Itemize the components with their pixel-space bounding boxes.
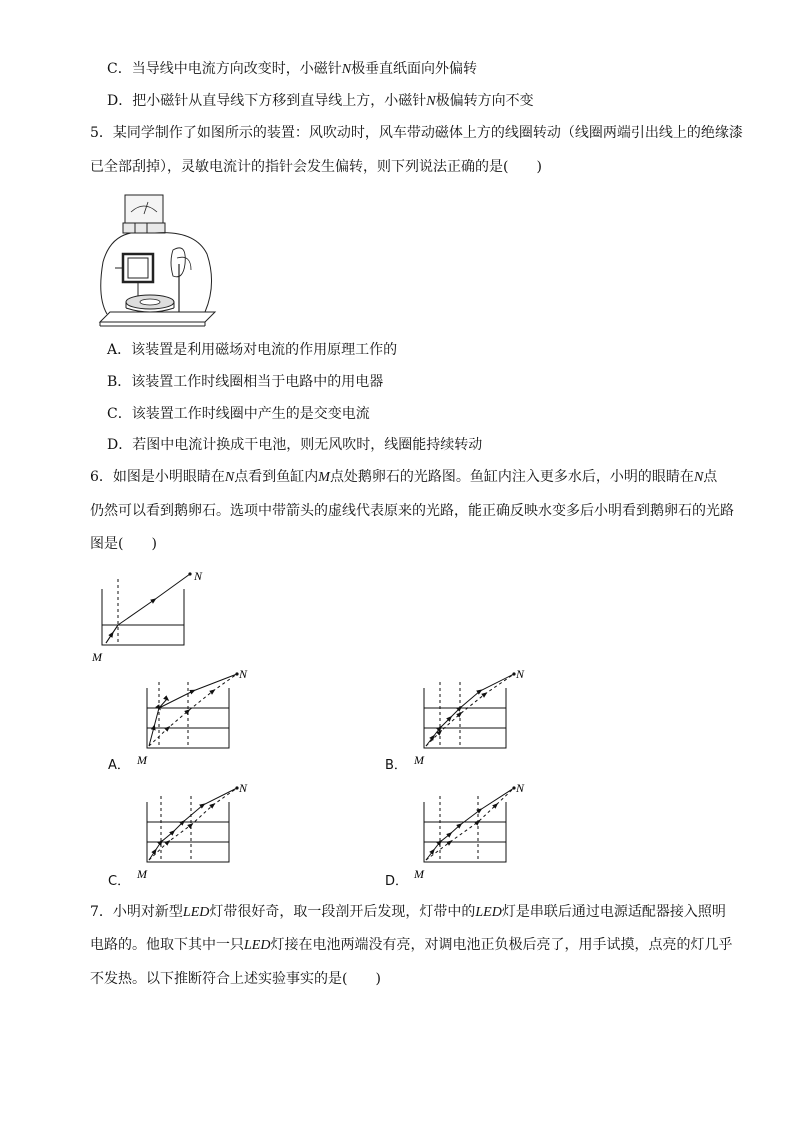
label-n: N [194,569,203,583]
q7-stem-line1: 7．小明对新型LED灯带很好奇，取一段剖开后发现，灯带中的LED灯是串联后通过电源适配器接入照明 [90,904,726,920]
q5-stem-line1: 5．某同学制作了如图所示的装置：风吹动时，风车带动磁体上方的线圈转动（线圈两端引出线上的绝缘漆 [90,125,743,141]
q6-stem-line1: 6．如图是小明眼睛在N点看到鱼缸内M点处鹅卵石的光路图。鱼缸内注入更多水后，小明的眼睛在N点 [90,469,718,485]
q6-option-d-label: D． [385,874,409,889]
q4-option-c: C．当导线中电流方向改变时，小磁针N极垂直纸面向外偏转 [107,61,478,77]
q5-option-a: A．该装置是利用磁场对电流的作用原理工作的 [107,342,398,358]
label-n: N [239,781,248,795]
q6-original-diagram [88,567,218,667]
q6-option-b-diagram [410,666,540,772]
q6-option-c-label: C． [108,874,131,889]
label-n: N [516,781,525,795]
q6-option-a-label: A． [108,758,130,773]
q7-stem-line3: 不发热。以下推断符合上述实验事实的是( ) [90,971,381,987]
label-n: N [516,667,525,681]
label-m: M [414,753,424,767]
q6-option-b-label: B． [385,758,407,773]
q6-stem-line2: 仍然可以看到鹅卵石。选项中带箭头的虚线代表原来的光路，能正确反映水变多后小明看到鹅卵石的光路 [90,503,734,519]
label-n: N [239,667,248,681]
q5-option-c: C．该装置工作时线圈中产生的是交变电流 [107,406,370,422]
q5-stem-line2: 已全部刮掉），灵敏电流计的指针会发生偏转，则下列说法正确的是( ) [90,159,542,175]
q5-wind-generator-figure [95,192,220,330]
label-m: M [414,867,424,881]
q6-option-c-diagram [133,780,263,886]
label-m: M [137,867,147,881]
q5-option-b: B．该装置工作时线圈相当于电路中的用电器 [107,374,384,390]
label-m: M [137,753,147,767]
q7-stem-line2: 电路的。他取下其中一只LED灯接在电池两端没有亮，对调电池正负极后亮了，用手试摸，点亮的灯几乎 [90,937,733,953]
q4-option-d: D．把小磁针从直导线下方移到直导线上方，小磁针N极偏转方向不变 [107,93,534,109]
q6-option-a-diagram [133,666,263,772]
label-m: M [92,650,102,664]
q6-option-d-diagram [410,780,540,886]
q6-stem-line3: 图是( ) [90,536,157,552]
q5-option-d: D．若图中电流计换成干电池，则无风吹时，线圈能持续转动 [107,437,483,453]
